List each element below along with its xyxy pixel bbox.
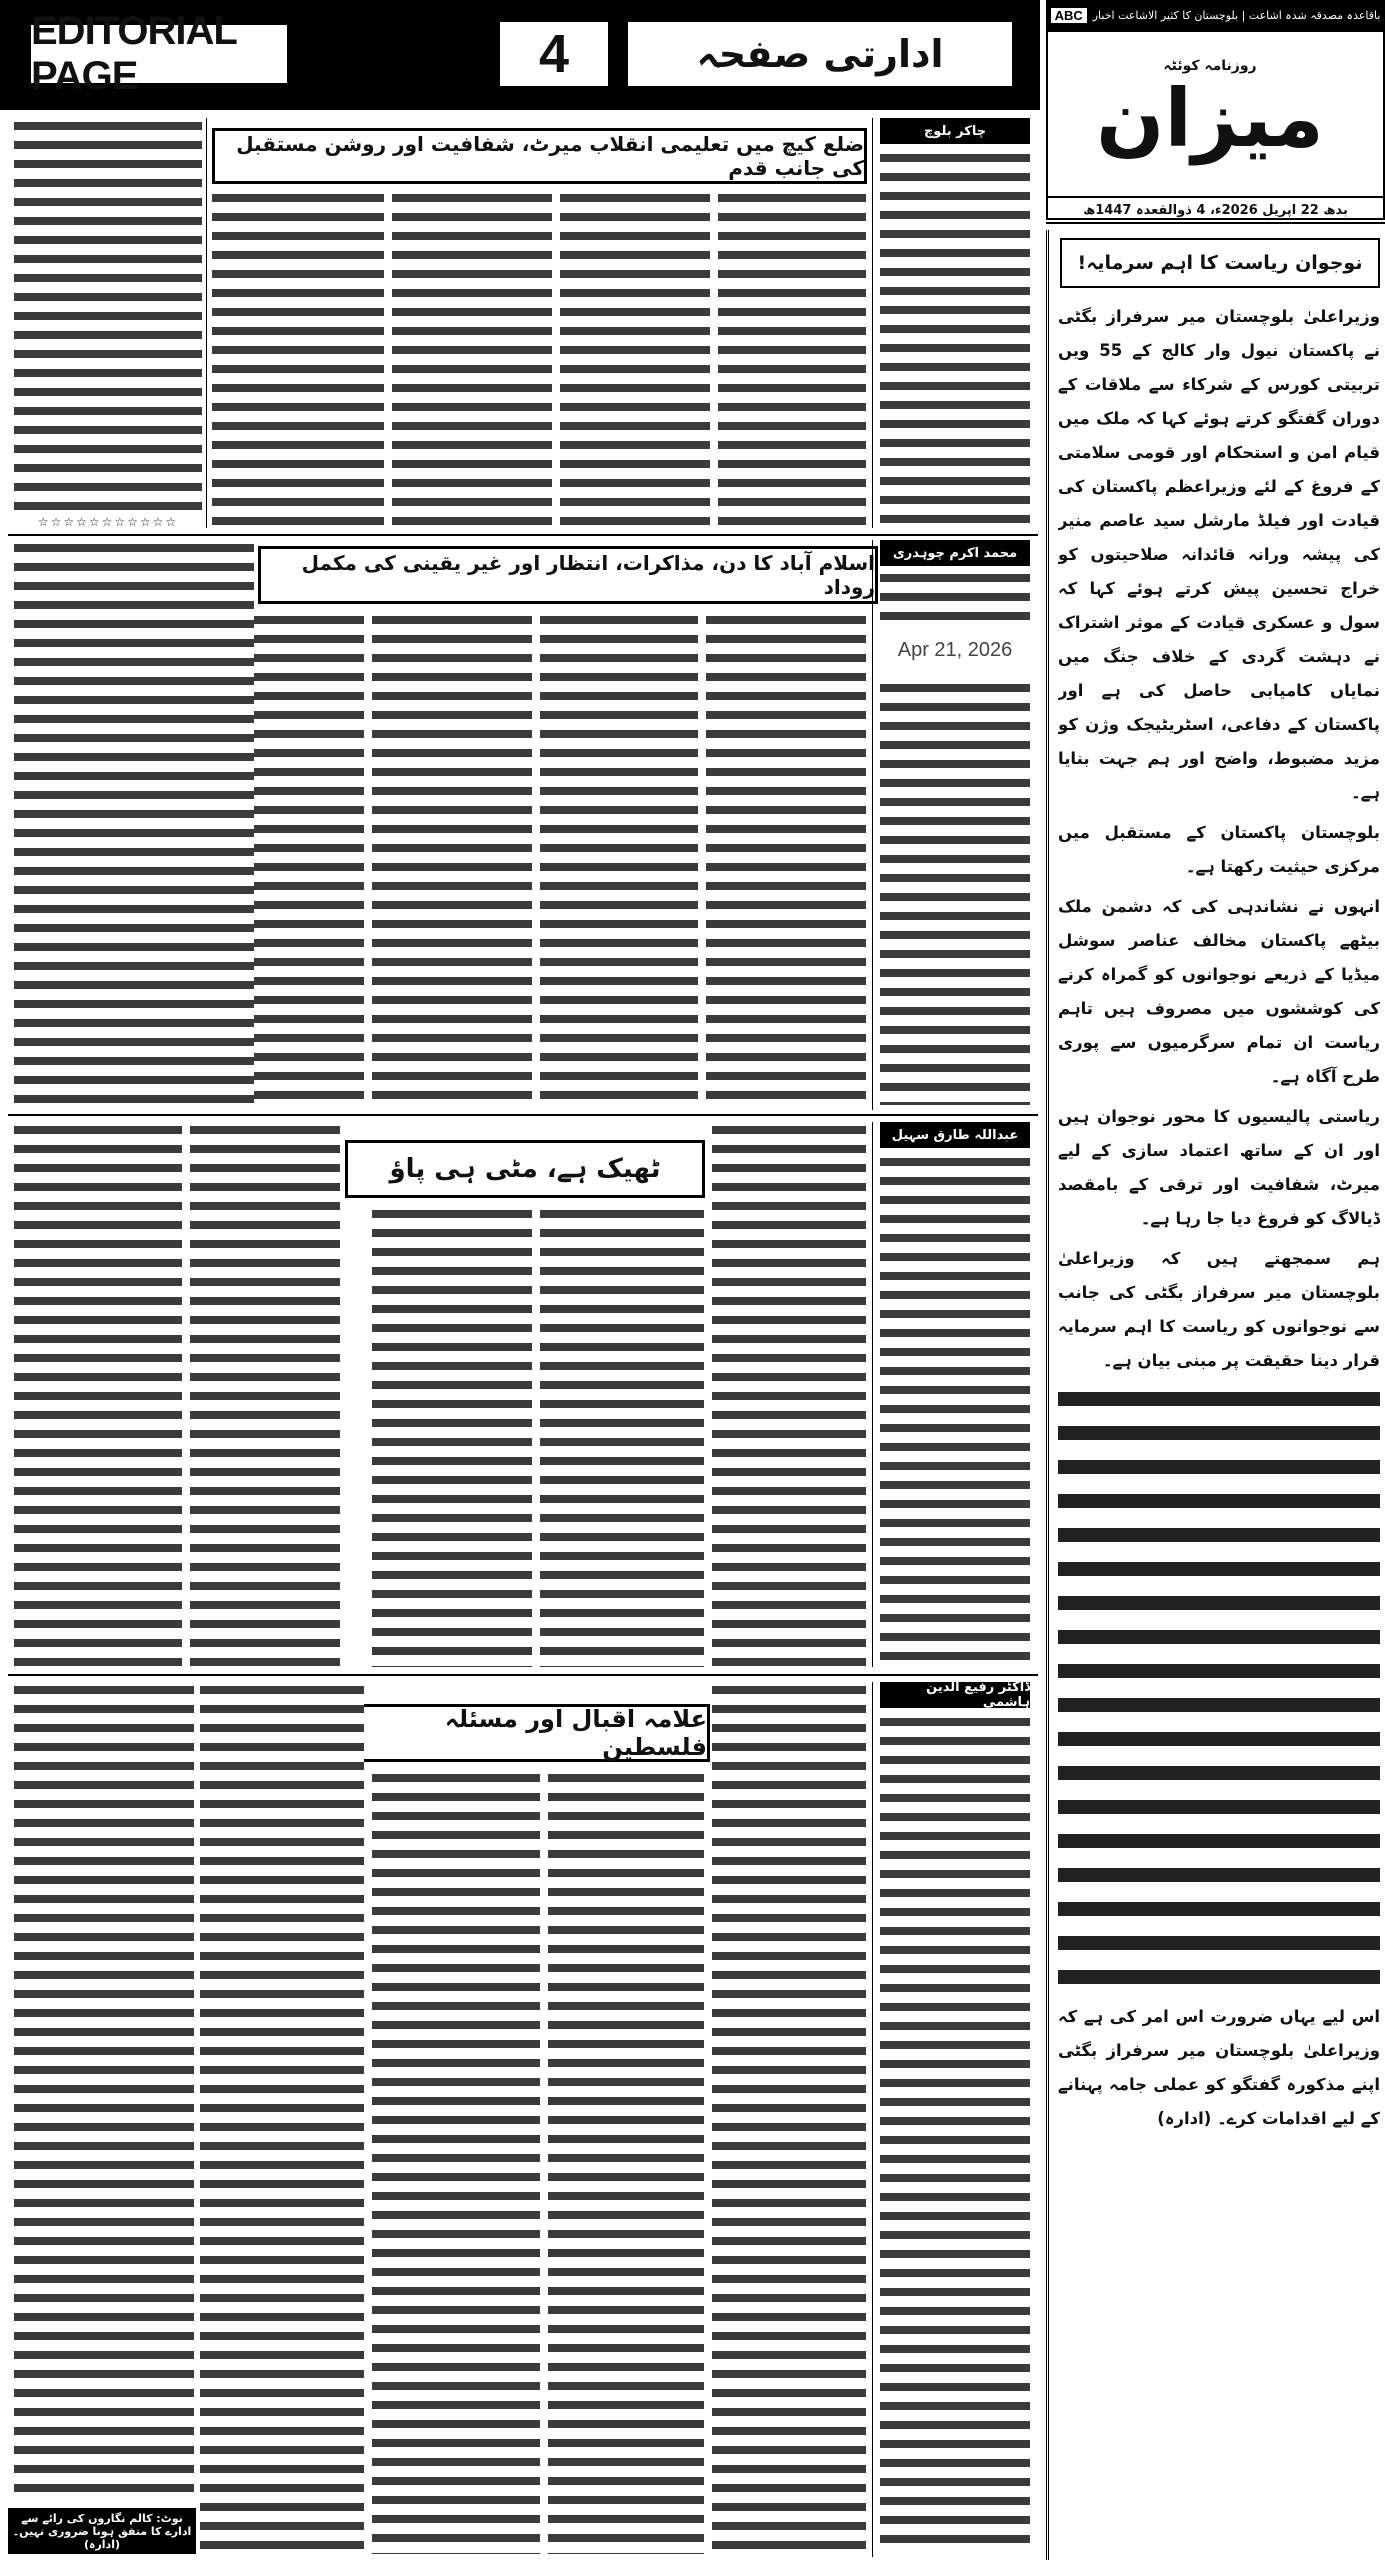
article-text-column: [880, 570, 1030, 620]
article-text-column: [372, 1206, 532, 1667]
article-headline: ٹھیک ہے، مٹی ہی پاؤ: [345, 1140, 705, 1198]
article-text-column: [706, 612, 866, 1105]
article-text-column: [712, 1682, 866, 2554]
article-text-column: [560, 190, 710, 528]
article-text-column: [14, 118, 202, 518]
column-divider: [206, 118, 207, 528]
section-rule: [8, 1114, 1038, 1116]
author-byline: عبداللہ طارق سہیل: [880, 1122, 1030, 1148]
article-text-column: [14, 1122, 182, 1667]
issue-date: بدھ 22 اپریل 2026ء، 4 ذوالقعدہ 1447ھ: [1046, 196, 1385, 224]
article-text-column: [880, 1714, 1030, 2554]
article-text-column: [190, 1122, 340, 1667]
author-byline: ڈاکٹر رفیع الدین ہاشمی: [880, 1682, 1030, 1708]
editorial-page-label: EDITORIAL PAGE: [28, 22, 290, 86]
article-text-column: [372, 612, 532, 1105]
newspaper-logo: [1060, 36, 1360, 186]
article-text-column: [880, 1154, 1030, 1664]
disclaimer-text: نوٹ: کالم نگاروں کی رائے سے ادارے کا متفق ہونا ضروری نہیں۔ (ادارہ): [12, 2511, 192, 2551]
author-byline: چاکر بلوچ: [880, 118, 1030, 144]
article-text-column: [880, 680, 1030, 1105]
article-text-column: [880, 150, 1030, 528]
strip-text: باقاعدہ مصدقہ شدہ اشاعت | بلوچستان کا کثیر الاشاعت اخبار: [1092, 8, 1381, 22]
article-headline: اسلام آباد کا دن، مذاکرات، انتظار اور غیر یقینی کی مکمل روداد: [258, 546, 878, 604]
editorial-paragraph: بلوچستان پاکستان کے مستقبل میں مرکزی حیثیت رکھتا ہے۔: [1058, 823, 1380, 876]
column-divider: [872, 118, 873, 528]
article-text-column: [548, 1770, 704, 2554]
urdu-page-title: ادارتی صفحہ: [628, 22, 1012, 86]
column-divider: [872, 1122, 873, 1667]
article-text-column: [540, 612, 698, 1105]
article-text-column: [200, 1682, 364, 2554]
editorial-title: نوجوان ریاست کا اہم سرمایہ!: [1060, 238, 1380, 288]
editorial-continued-text: [1058, 1384, 1380, 1994]
abc-badge: ABC: [1051, 8, 1087, 23]
logo-text: میزان: [1096, 72, 1324, 165]
editorial-paragraph: اس لیے یہاں ضرورت اس امر کی ہے کہ وزیراعلیٰ بلوچستان میر سرفراز بگٹی اپنے مذکورہ گفتگو کو عملی جامہ پہنانے کے لیے اقدامات کرے۔ (ادارہ): [1058, 2007, 1380, 2128]
column-divider: [872, 540, 873, 1110]
disclaimer-note: [8, 2508, 196, 2554]
article-text-column: [14, 540, 254, 1105]
masthead-strip: [1046, 0, 1385, 30]
article-dateline: Apr 21, 2026: [897, 638, 1013, 661]
editorial-paragraph: وزیراعلیٰ بلوچستان میر سرفراز بگٹی نے پاکستان نیول وار کالج کے 55 ویں تربیتی کورس کے شرکاء سے ملاقات کے دوران گفتگو کرتے ہوئے کہا کہ ملک میں قیام امن و استحکام اور قومی سلامتی کے فروغ کے لئے وزیراعظم پاکستان کی قیادت اور فیلڈ مارشل سید عاصم منیر کی پیشہ ورانہ قائدانہ صلاحیتوں کو خراج تحسین پیش کرتے ہوئے کہا کہ سول و عسکری قیادت کے موثر اشتراک نے دہشت گردی کے خلاف جنگ میں نمایاں کامیابی حاصل کی ہے اور پاکستان کے دفاعی، اسٹریٹیجک وژن کو مزید مضبوط، واضح اور ہم جہت بنایا ہے۔: [1058, 307, 1380, 802]
page-number: 4: [500, 22, 608, 86]
article-text-column: [212, 190, 384, 528]
editorial-paragraph: ہم سمجھتے ہیں کہ وزیراعلیٰ بلوچستان میر سرفراز بگٹی کی جانب سے نوجوانوں کو ریاست کا اہم سرمایہ قرار دینا حقیقت پر مبنی بیان ہے۔: [1058, 1249, 1380, 1370]
column-divider: [872, 1682, 873, 2557]
article-headline: ضلع کیچ میں تعلیمی انقلاب میرٹ، شفافیت اور روشن مستقبل کی جانب قدم: [212, 128, 867, 184]
editorial-paragraph: ریاستی پالیسیوں کا محور نوجوان ہیں اور ان کے ساتھ اعتماد سازی کے لیے میرٹ، شفافیت اور ترقی کے بامقصد ڈیالاگ کو فروغ دیا جا رہا ہے۔: [1058, 1107, 1380, 1228]
article-end-stars: ☆☆☆☆☆☆☆☆☆☆☆: [37, 515, 179, 529]
article-text-column: [712, 1122, 866, 1667]
editorial-paragraph: انہوں نے نشاندہی کی کہ دشمن ملک بیٹھے پاکستان مخالف عناصر سوشل میڈیا کے ذریعے نوجوانوں کو گمراہ کرنے کی کوششوں میں مصروف ہیں تاہم ریاست ان تمام سرگرمیوں سے پوری طرح آگاہ ہے۔: [1058, 897, 1380, 1086]
article-text-column: [14, 1682, 194, 2502]
article-text-column: [392, 190, 552, 528]
article-text-column: [372, 1770, 540, 2554]
article-headline: علامہ اقبال اور مسئلہ فلسطین: [340, 1704, 710, 1762]
article-text-column: [540, 1206, 704, 1667]
logo-sub: روزنامہ کوئٹہ: [1163, 58, 1257, 74]
editorial-body: [1058, 300, 1380, 2555]
article-text-column: [718, 190, 866, 528]
author-byline: محمد اکرم چوہدری: [880, 540, 1030, 566]
section-rule: [8, 534, 1038, 536]
section-rule: [8, 1674, 1038, 1676]
